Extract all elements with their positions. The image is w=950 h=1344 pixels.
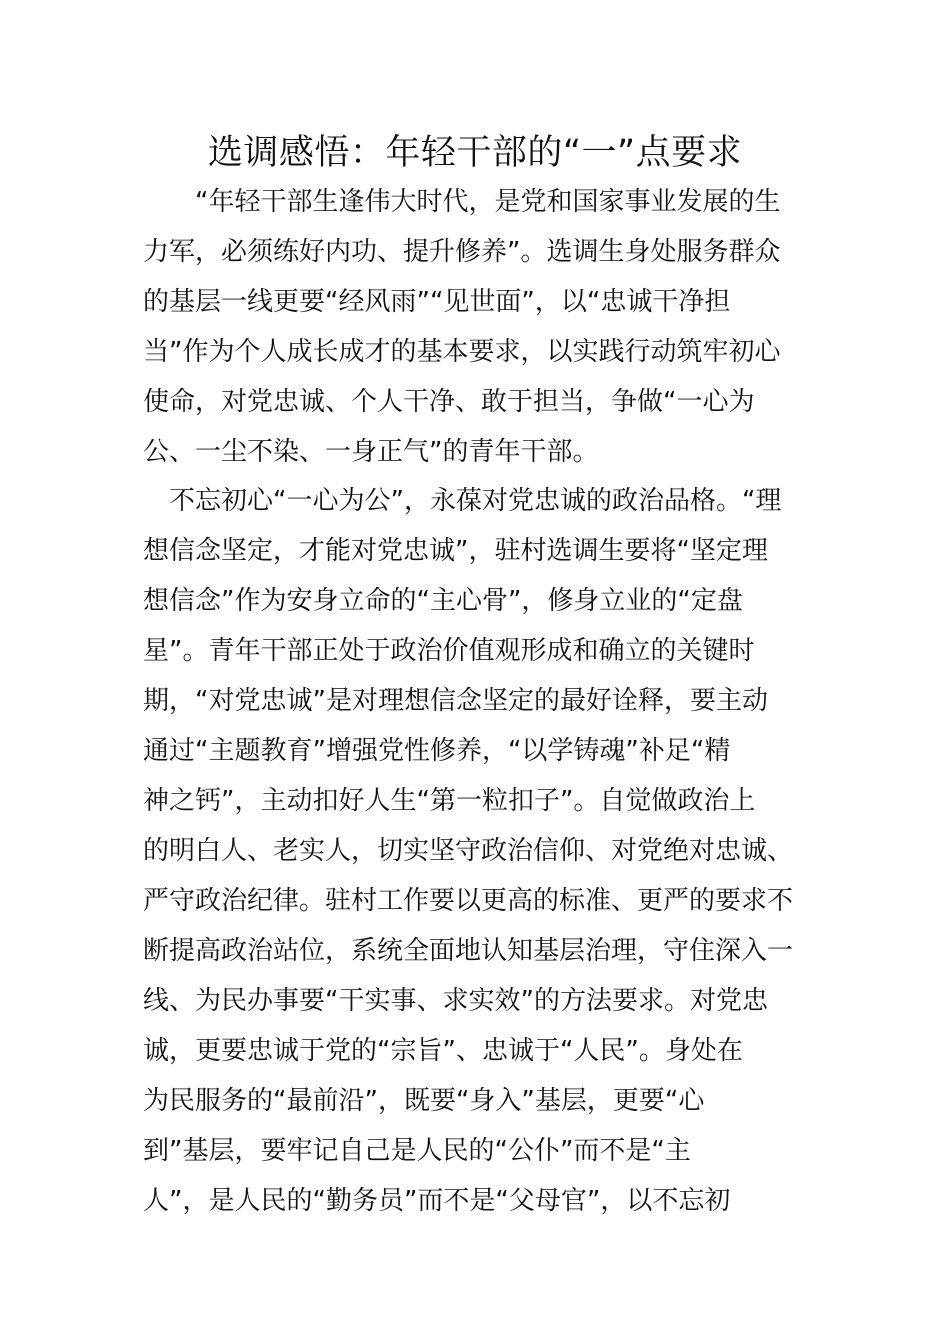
paragraph-line: 不忘初心“一心为公”，永葆对党忠诚的政治品格。“理 [143, 486, 782, 516]
document-title: 选调感悟：年轻干部的“一”点要求 [207, 133, 743, 173]
paragraph-line: 断提高政治站位，系统全面地认知基层治理，守住深入一 [143, 936, 794, 966]
paragraph-line: 诚，更要忠诚于党的“宗旨”、忠诚于“人民”。身处在 [143, 1036, 743, 1066]
paragraph-line: 人”，是人民的“勤务员”而不是“父母官”，以不忘初 [143, 1186, 731, 1216]
paragraph-line: 公、一尘不染、一身正气”的青年干部。 [143, 437, 599, 467]
paragraph-line: 力军，必须练好内功、提升修养”。选调生身处服务群众 [143, 237, 781, 267]
paragraph-line: 为民服务的“最前沿”，既要“身入”基层，更要“心 [143, 1086, 705, 1116]
paragraph-line: 到”基层，要牢记自己是人民的“公仆”而不是“主 [143, 1136, 691, 1166]
paragraph-loyalty [143, 476, 813, 1226]
paragraph-line: 当”作为个人成长成才的基本要求，以实践行动筑牢初心 [143, 337, 781, 367]
paragraph-line: 使命，对党忠诚、个人干净、敢于担当，争做“一心为 [143, 387, 755, 417]
paragraph-line: 线、为民办事要“干实事、求实效”的方法要求。对党忠 [143, 986, 768, 1016]
paragraph-intro [143, 177, 813, 477]
paragraph-line: 通过“主题教育”增强党性修养，“以学铸魂”补足“精 [143, 736, 731, 766]
paragraph-line: 想信念坚定，才能对党忠诚”，驻村选调生要将“坚定理 [143, 536, 768, 566]
paragraph-line: 想信念”作为安身立命的“主心骨”，修身立业的“定盘 [143, 586, 743, 616]
paragraph-line: 的基层一线更要“经风雨”“见世面”，以“忠诚干净担 [143, 287, 731, 317]
paragraph-line: “年轻干部生逢伟大时代，是党和国家事业发展的生 [143, 187, 781, 217]
paragraph-line: 神之钙”，主动扣好人生“第一粒扣子”。自觉做政治上 [143, 786, 756, 816]
paragraph-line: 的明白人、老实人，切实坚守政治信仰、对党绝对忠诚、 [143, 836, 794, 866]
paragraph-line: 星”。青年干部正处于政治价值观形成和确立的关键时 [143, 636, 755, 666]
paragraph-line: 期，“对党忠诚”是对理想信念坚定的最好诠释，要主动 [143, 686, 768, 716]
paragraph-line: 严守政治纪律。驻村工作要以更高的标准、更严的要求不 [143, 886, 794, 916]
